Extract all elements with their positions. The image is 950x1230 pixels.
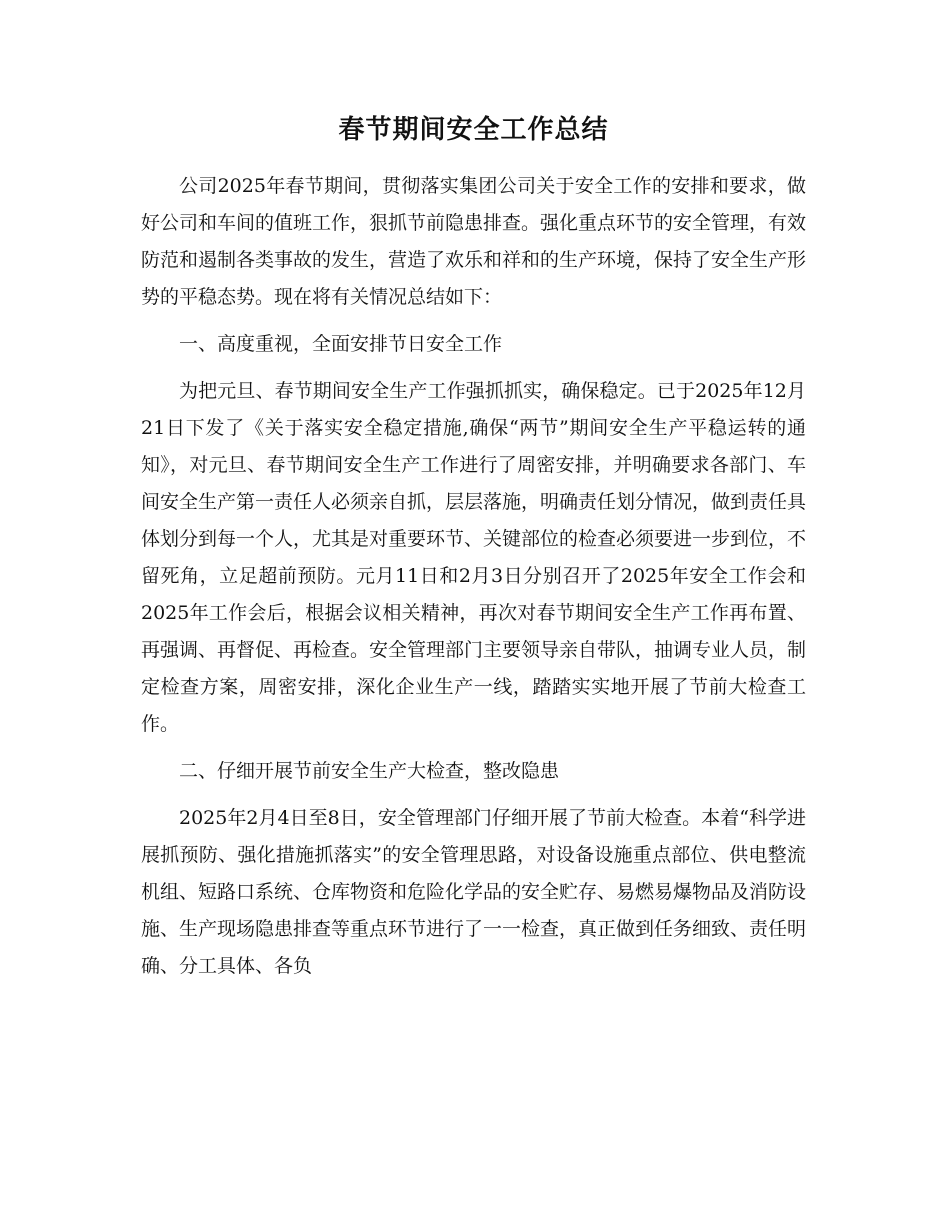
spacer [141, 790, 806, 800]
document-title: 春节期间安全工作总结 [338, 115, 609, 145]
section-heading-2: 二、仔细开展节前安全生产大检查，整改隐患 [179, 760, 560, 782]
section-heading-1: 一、高度重视，全面安排节日安全工作 [179, 333, 503, 355]
spacer [141, 316, 806, 326]
section-1-paragraph: 为把元旦、春节期间安全生产工作强抓抓实，确保稳定。已于2025年12月21日下发了《关于落实安全稳定措施,确保“两节”期间安全生产平稳运转的通知》，对元旦、春节期间安全生产工作进行了周密安排，并明确要求各部门、车间安全生产第一责任人必须亲自抓，层层落施，明确责任划分情况，做到责任具体划分到每一个人，尤其是对重要环节、关键部位的检查必须要进一步到位，不留死角，立足超前预防。元月11日和2月3日分别召开了2025年安全工作会和2025年工作会后，根据会议相关精神，再次对春节期间安全生产工作再布置、再强调、再督促、再检查。安全管理部门主要领导亲自带队，抽调专业人员，制定检查方案，周密安排，深化企业生产一线，踏踏实实地开展了节前大检查工作。 [141, 380, 807, 735]
intro-paragraph: 公司2025年春节期间，贯彻落实集团公司关于安全工作的安排和要求，做好公司和车间的值班工作，狠抓节前隐患排查。强化重点环节的安全管理，有效防范和遏制各类事故的发生，营造了欢乐和祥和的生产环境，保持了安全生产形势的平稳态势。现在将有关情况总结如下： [141, 175, 807, 308]
document-body [141, 108, 806, 985]
spacer [141, 363, 806, 373]
spacer [141, 743, 806, 753]
section-2-paragraph: 2025年2月4日至8日，安全管理部门仔细开展了节前大检查。本着“科学进展抓预防、强化措施抓落实”的安全管理思路，对设备设施重点部位、供电整流机组、短路口系统、仓库物资和危险化学品的安全贮存、易燃易爆物品及消防设施、生产现场隐患排查等重点环节进行了一一检查，真正做到任务细致、责任明确、分工具体、各负 [141, 807, 807, 977]
